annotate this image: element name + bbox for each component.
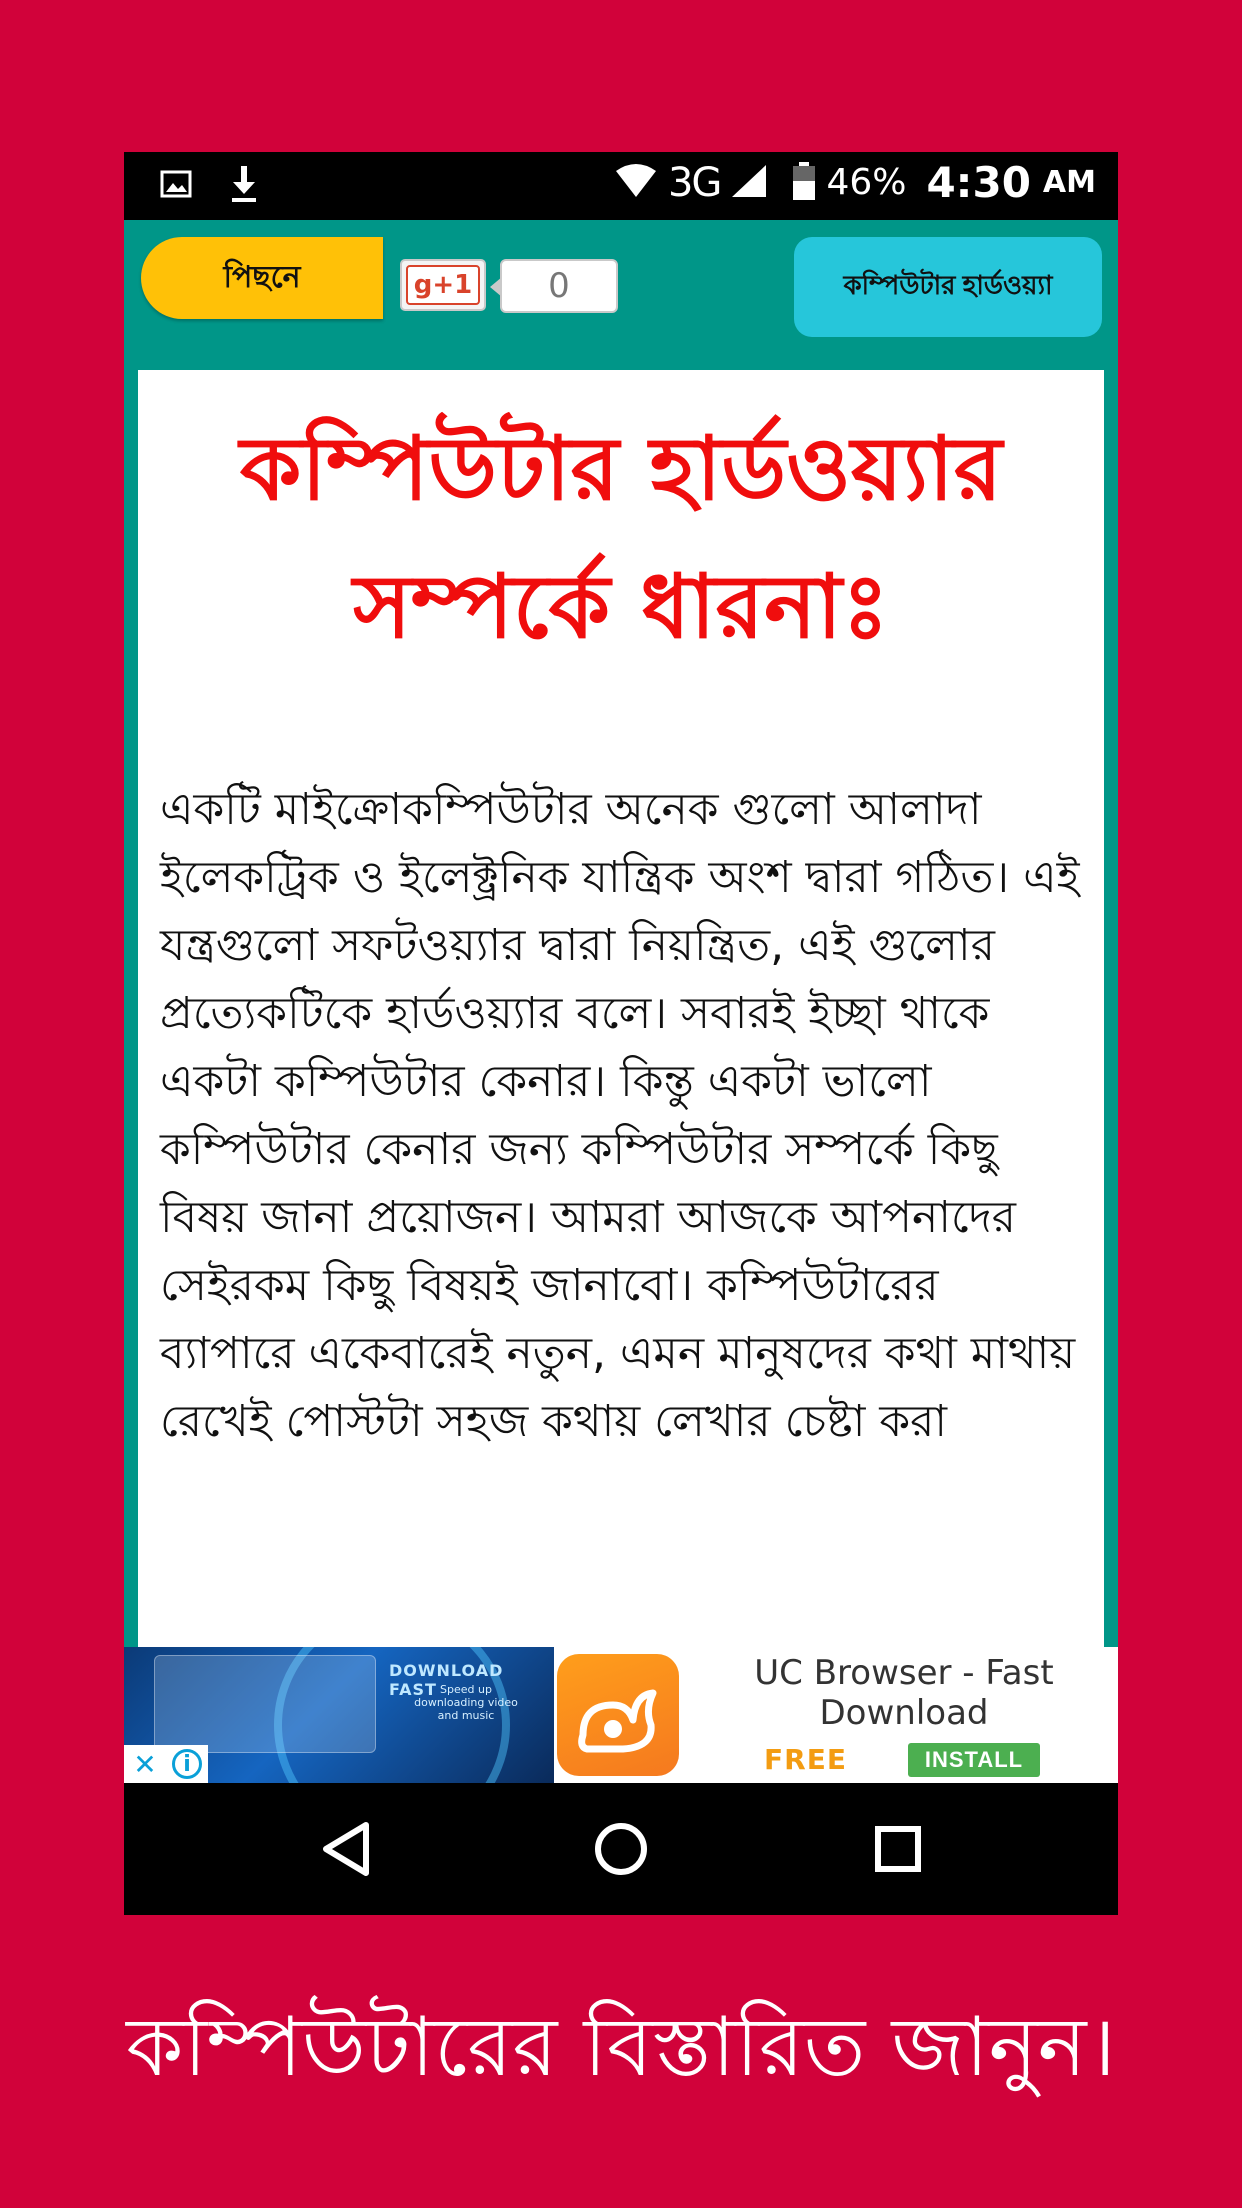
battery-percent: 46% bbox=[826, 162, 907, 203]
recents-icon[interactable] bbox=[868, 1819, 928, 1879]
ad-banner[interactable] bbox=[124, 1647, 1118, 1783]
download-icon bbox=[230, 164, 258, 208]
article-headline: কম্পিউটার হার্ডওয়্যার সম্পর্কে ধারনাঃ bbox=[239, 417, 1003, 658]
promo-tagline: কম্পিউটারের বিস্তারিত জানুন। bbox=[126, 2000, 1116, 2095]
gplus-label: g+1 bbox=[406, 265, 481, 305]
status-right-icons bbox=[614, 158, 1096, 207]
back-button[interactable]: পিছনে bbox=[141, 237, 383, 319]
article-panel[interactable] bbox=[138, 370, 1104, 1647]
status-left-icons bbox=[160, 164, 258, 208]
info-icon[interactable]: i bbox=[172, 1749, 202, 1779]
navigation-bar bbox=[124, 1783, 1118, 1915]
ad-image-panel bbox=[154, 1655, 376, 1753]
uc-logo-inner bbox=[557, 1654, 679, 1776]
squirrel-icon bbox=[573, 1675, 663, 1755]
article-body: একটি মাইক্রোকম্পিউটার অনেক গুলো আলাদা ইলেকট্রিক ও ইলেক্ট্রনিক যান্ত্রিক অংশ দ্বারা গঠিত। এই যন্ত্রগুলো সফটওয়্যার দ্বারা নিয়ন্ত্রিত, এই গুলোর প্রত্যেকটিকে হার্ডওয়্যার বলে। সবারই ইচ্ছা থাকে একটা কম্পিউটার কেনার। কিন্তু একটা ভালো কম্পিউটার কেনার জন্য কম্পিউটার সম্পর্কে কিছু বিষয় জানা প্রয়োজন। আমরা আজকে আপনাদের সেইরকম কিছু বিষয়ই জানাবো। কম্পিউটারের ব্যাপারে একেবারেই নতুন, এমন মানুষদের কথা মাথায় রেখেই পোস্টটা সহজ কথায় লেখার চেষ্টা করা bbox=[160, 784, 1080, 1447]
section-button[interactable]: কম্পিউটার হার্ডওয়্যা bbox=[794, 237, 1102, 337]
ad-title[interactable]: UC Browser - Fast Download bbox=[754, 1653, 1054, 1733]
clock-ampm: AM bbox=[1042, 165, 1096, 200]
ad-price: FREE bbox=[764, 1743, 847, 1776]
phone-screen bbox=[124, 152, 1118, 1915]
network-type: 3G bbox=[667, 159, 721, 206]
gplus-count: 0 bbox=[500, 259, 618, 313]
signal-icon bbox=[730, 163, 768, 203]
status-bar bbox=[124, 152, 1118, 220]
uc-browser-logo[interactable] bbox=[554, 1651, 682, 1779]
back-icon[interactable] bbox=[316, 1819, 376, 1879]
ad-image-heading: DOWNLOAD FAST bbox=[389, 1661, 504, 1699]
ad-controls bbox=[124, 1745, 208, 1783]
clock-time: 4:30 bbox=[926, 158, 1031, 207]
install-button[interactable]: INSTALL bbox=[908, 1743, 1040, 1777]
gplus-button[interactable] bbox=[400, 259, 486, 311]
battery-icon bbox=[792, 161, 816, 205]
image-icon bbox=[160, 169, 192, 203]
home-icon[interactable] bbox=[591, 1819, 651, 1879]
ad-image-sub: Speed up downloading video and music bbox=[414, 1683, 518, 1722]
close-icon[interactable]: ✕ bbox=[133, 1747, 157, 1781]
app-content-area bbox=[124, 220, 1118, 1647]
wifi-icon bbox=[614, 163, 658, 203]
